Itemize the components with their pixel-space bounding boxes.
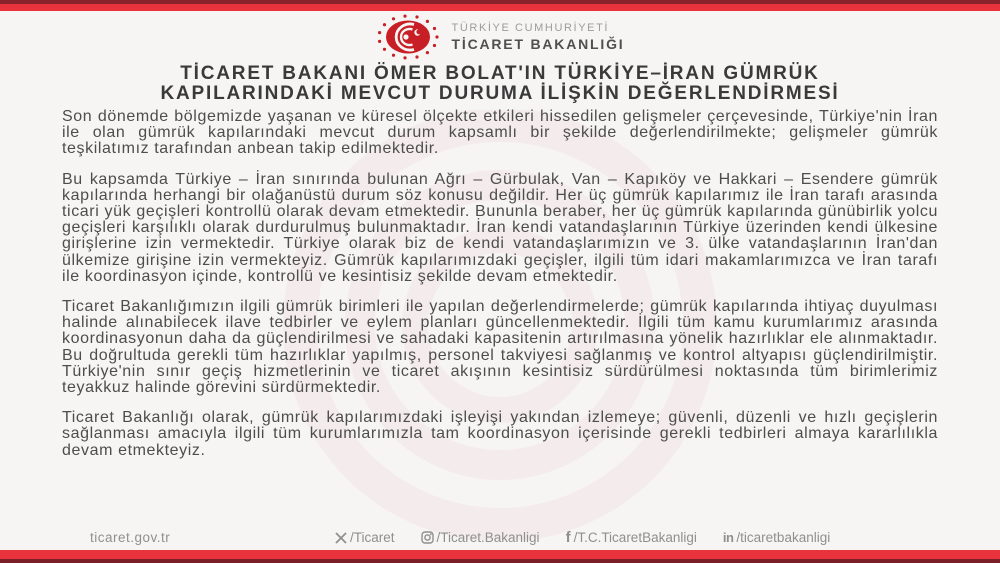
social-linkedin-label: /ticaretbakanligi [736, 530, 831, 545]
ministry-brand-header [0, 11, 1000, 63]
x-icon [335, 532, 347, 544]
statement-paragraph-3: Ticaret Bakanlığımızın ilgili gümrük birimleri ile yapılan değerlendirmelerde; gümrük kapılarında ihtiyaç duyulması halinde alınabilecek ilave tedbirler ve eylem planları güncellenmektedir. İlgili tüm kamu kurumlarımız arasında koordinasyonun daha da güçlendirilmesi ve sahadaki kapasitenin artırılmasına yönelik hazırlıklar ele alınmaktadır. Bu doğrultuda gerekli tüm hazırlıklar yapılmış, personel takviyesi sağlanmış ve kontrol altyapısı güçlendirilmiştir. Türkiye'nin sınır geçiş hizmetlerinin ve ticaret akışının kesintisiz sürdürülmesi noktasında tüm birimlerimiz teyakkuz halinde görevini sürdürmektedir. [62, 298, 938, 397]
statement-paragraph-1: Son dönemde bölgemizde yaşanan ve küresel ölçekte etkileri hissedilen gelişmeler çerçevesinde, Türkiye'nin İran ile olan gümrük kapılarındaki mevcut durum kapsamlı bir şekilde değerlendirilmekte; gelişmeler gümrük teşkilatımız tarafından anbean takip edilmektedir. [62, 108, 938, 158]
statement-body [62, 109, 938, 473]
linkedin-icon: in [722, 530, 734, 545]
social-instagram-handle [421, 530, 540, 545]
social-linkedin-handle [723, 530, 830, 545]
bottom-bar-dark-stripe [0, 559, 1000, 563]
social-x-label: /Ticaret [350, 530, 395, 545]
statement-title-line1: TİCARET BAKANI ÖMER BOLAT'IN TÜRKİYE–İRAN GÜMRÜK [180, 63, 820, 84]
statement-paragraph-4: Ticaret Bakanlığı olarak, gümrük kapılarımızdaki işleyişi yakından izlemeye; güvenli, düzenli ve hızlı geçişlerin sağlanması amacıyla ilgili tüm kurumlarımızla tam koordinasyon içerisinde gerekli tedbirleri almaya kararlılıkla devam etmekteyiz. [62, 409, 938, 459]
social-facebook-label: /T.C.TicaretBakanligi [573, 530, 697, 545]
website-label: ticaret.gov.tr [90, 530, 171, 545]
footer-bar [0, 526, 1000, 550]
bottom-red-bar [0, 550, 1000, 563]
social-instagram-label: /Ticaret.Bakanligi [436, 530, 540, 545]
ministry-wordmark [452, 22, 625, 52]
instagram-icon [421, 531, 434, 544]
statement-paragraph-2: Bu kapsamda Türkiye – İran sınırında bulunan Ağrı – Gürbulak, Van – Kapıköy ve Hakkari – Esendere gümrük kapılarında herhangi bir olağanüstü durum söz konusu değildir. Her üç gümrük kapılarımız ile İran tarafı arasında ticari yük geçişleri kontrollü olarak devam etmektedir. Bununla beraber, her üç gümrük kapılarında günübirlik yolcu geçişleri karşılıklı olarak durdurulmuş bulunmaktadır. İran kendi vatandaşlarının Türkiye üzerinden kendi ülkesine girişlerine izin vermektedir. Türkiye olarak biz de kendi vatandaşlarımızın ve 3. ülke vatandaşlarının İran'dan ülkemize girişine izin vermekteyiz. Gümrük kapılarımızdaki geçişler, ilgili tüm idari makamlarımızca ve İran tarafı ile koordinasyon içinde, kontrollü ve kesintisiz şekilde devam etmektedir. [62, 170, 938, 285]
top-red-bar [0, 0, 1000, 11]
ministry-name-line2: TİCARET BAKANLIĞI [451, 36, 625, 52]
social-x-handle [335, 530, 395, 545]
ministry-name-line1: TÜRKİYE CUMHURİYETİ [451, 22, 610, 34]
social-handles-row [335, 530, 830, 545]
trade-ministry-emblem-icon [376, 13, 440, 61]
bottom-bar-bright-stripe [0, 550, 1000, 559]
top-bar-bright-stripe [0, 4, 1000, 11]
facebook-icon: f [565, 529, 571, 546]
statement-title-line2: KAPILARINDAKİ MEVCUT DURUMA İLİŞKİN DEĞERLENDİRMESİ [160, 83, 840, 104]
statement-title [30, 64, 970, 104]
social-facebook-handle [566, 530, 697, 545]
